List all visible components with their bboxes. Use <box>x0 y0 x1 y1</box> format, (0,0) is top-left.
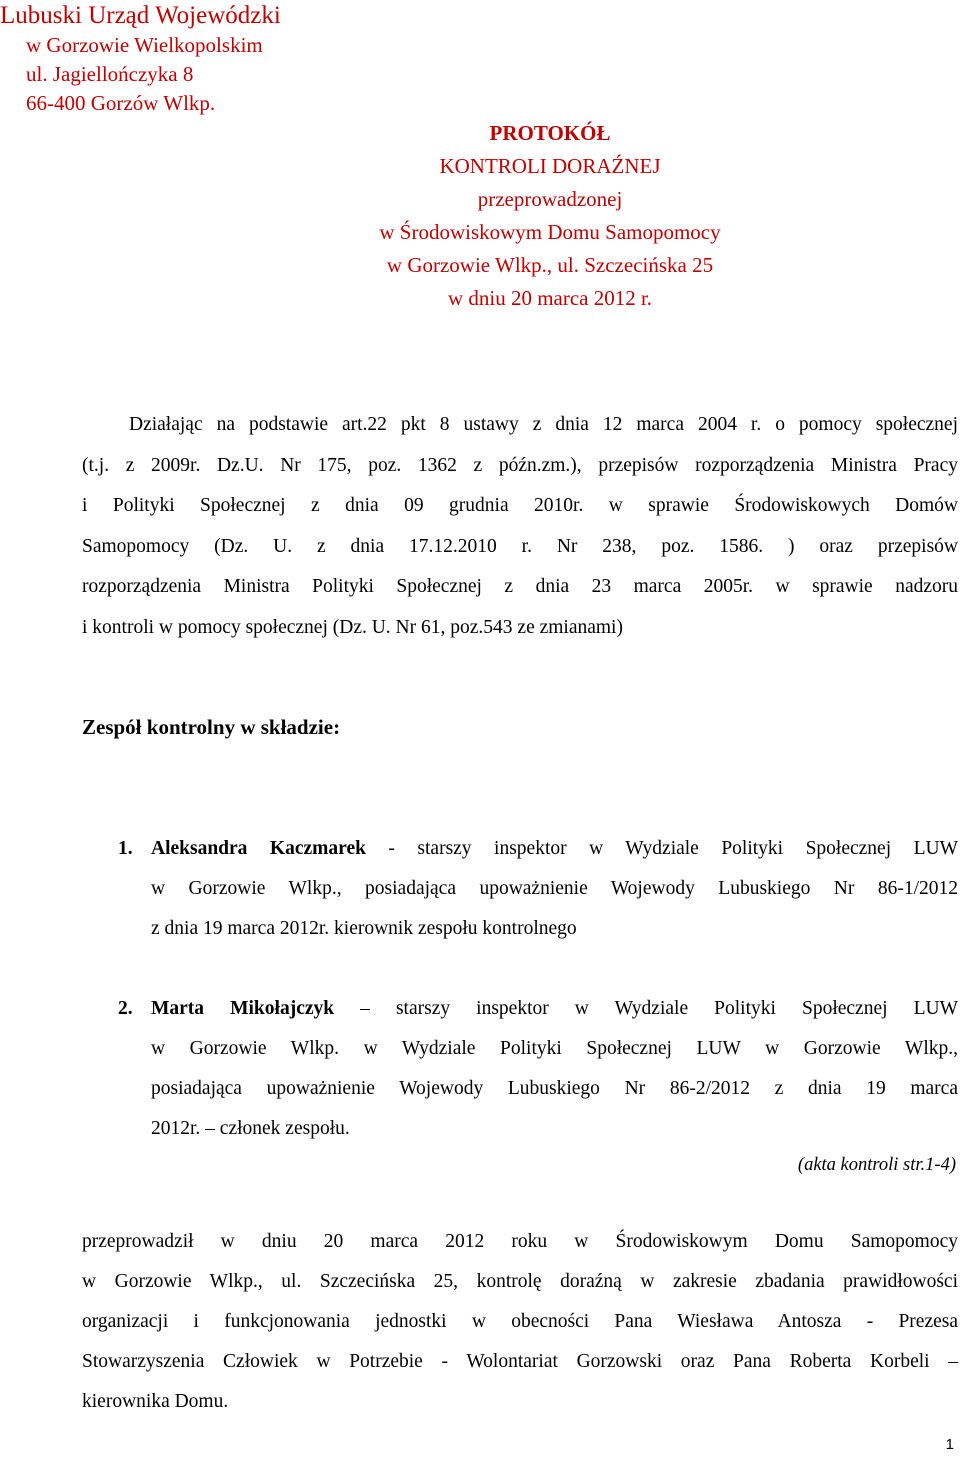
member-detail-line: w Gorzowie Wlkp., posiadająca upoważnienie Wojewody Lubuskiego Nr 86-1/2012 <box>151 878 958 899</box>
title-line-3: przeprowadzonej <box>477 187 623 211</box>
legal-basis-paragraph <box>82 405 958 648</box>
office-street: ul. Jagiellończyka 8 <box>26 62 194 86</box>
office-header <box>0 0 281 118</box>
office-city: w Gorzowie Wielkopolskim <box>26 33 263 57</box>
member-name: Marta Mikołajczyk <box>151 998 335 1019</box>
intro-line: (t.j. z 2009r. Dz.U. Nr 175, poz. 1362 z późn.zm.), przepisów rozporządzenia Ministra Pracy <box>82 454 958 476</box>
title-line-4: w Środowiskowym Domu Samopomocy <box>379 220 721 244</box>
intro-line: rozporządzenia Ministra Polityki Społecznej z dnia 23 marca 2005r. w sprawie nadzoru <box>82 576 958 597</box>
closing-line: kierownika Domu. <box>82 1391 229 1412</box>
closing-line: organizacji i funkcjonowania jednostki w obecności Pana Wiesława Antosza - Prezesa <box>82 1311 958 1332</box>
member-role: – starszy inspektor w Wydziale Polityki Społecznej LUW <box>334 998 958 1019</box>
member-number: 1. <box>118 838 133 859</box>
member-detail-line: posiadająca upoważnienie Wojewody Lubuskiego Nr 86-2/2012 z dnia 19 marca <box>151 1078 958 1099</box>
title-line-6: w dniu 20 marca 2012 r. <box>447 286 653 310</box>
protocol-title <box>0 117 960 315</box>
title-line-2: KONTROLI DORAŹNEJ <box>439 154 661 178</box>
closing-line: przeprowadził w dniu 20 marca 2012 roku w Środowiskowym Domu Samopomocy <box>82 1231 958 1252</box>
office-postcode: 66-400 Gorzów Wlkp. <box>26 91 216 115</box>
files-reference: (akta kontroli str.1-4) <box>797 1155 956 1175</box>
office-name: Lubuski Urząd Wojewódzki <box>0 2 281 29</box>
page-number: 1 <box>945 1436 954 1453</box>
intro-line: i kontroli w pomocy społecznej (Dz. U. Nr 61, poz.543 ze zmianami) <box>82 616 623 638</box>
closing-line: Stowarzyszenia Człowiek w Potrzebie - Wolontariat Gorzowski oraz Pana Roberta Korbeli – <box>82 1351 958 1372</box>
member-name: Aleksandra Kaczmarek <box>151 838 366 859</box>
title-line-1: PROTOKÓŁ <box>489 121 611 145</box>
intro-line: i Polityki Społecznej z dnia 09 grudnia 2010r. w sprawie Środowiskowych Domów <box>82 495 958 516</box>
member-detail-line: w Gorzowie Wlkp. w Wydziale Polityki Społecznej LUW w Gorzowie Wlkp., <box>151 1038 958 1059</box>
title-line-5: w Gorzowie Wlkp., ul. Szczecińska 25 <box>386 253 714 277</box>
intro-line: Samopomocy (Dz. U. z dnia 17.12.2010 r. Nr 238, poz. 1586. ) oraz przepisów <box>82 535 958 557</box>
closing-line: w Gorzowie Wlkp., ul. Szczecińska 25, kontrolę doraźną w zakresie zbadania prawidłowości <box>82 1271 958 1292</box>
intro-line: Działając na podstawie art.22 pkt 8 ustawy z dnia 12 marca 2004 r. o pomocy społecznej <box>129 414 958 435</box>
member-number: 2. <box>118 998 133 1019</box>
member-role: - starszy inspektor w Wydziale Polityki Społecznej LUW <box>365 838 958 859</box>
closing-paragraph <box>82 1222 958 1422</box>
team-heading: Zespół kontrolny w składzie: <box>82 715 341 739</box>
member-detail-line: 2012r. – członek zespołu. <box>151 1118 350 1139</box>
member-detail-line: z dnia 19 marca 2012r. kierownik zespołu kontrolnego <box>151 918 577 939</box>
